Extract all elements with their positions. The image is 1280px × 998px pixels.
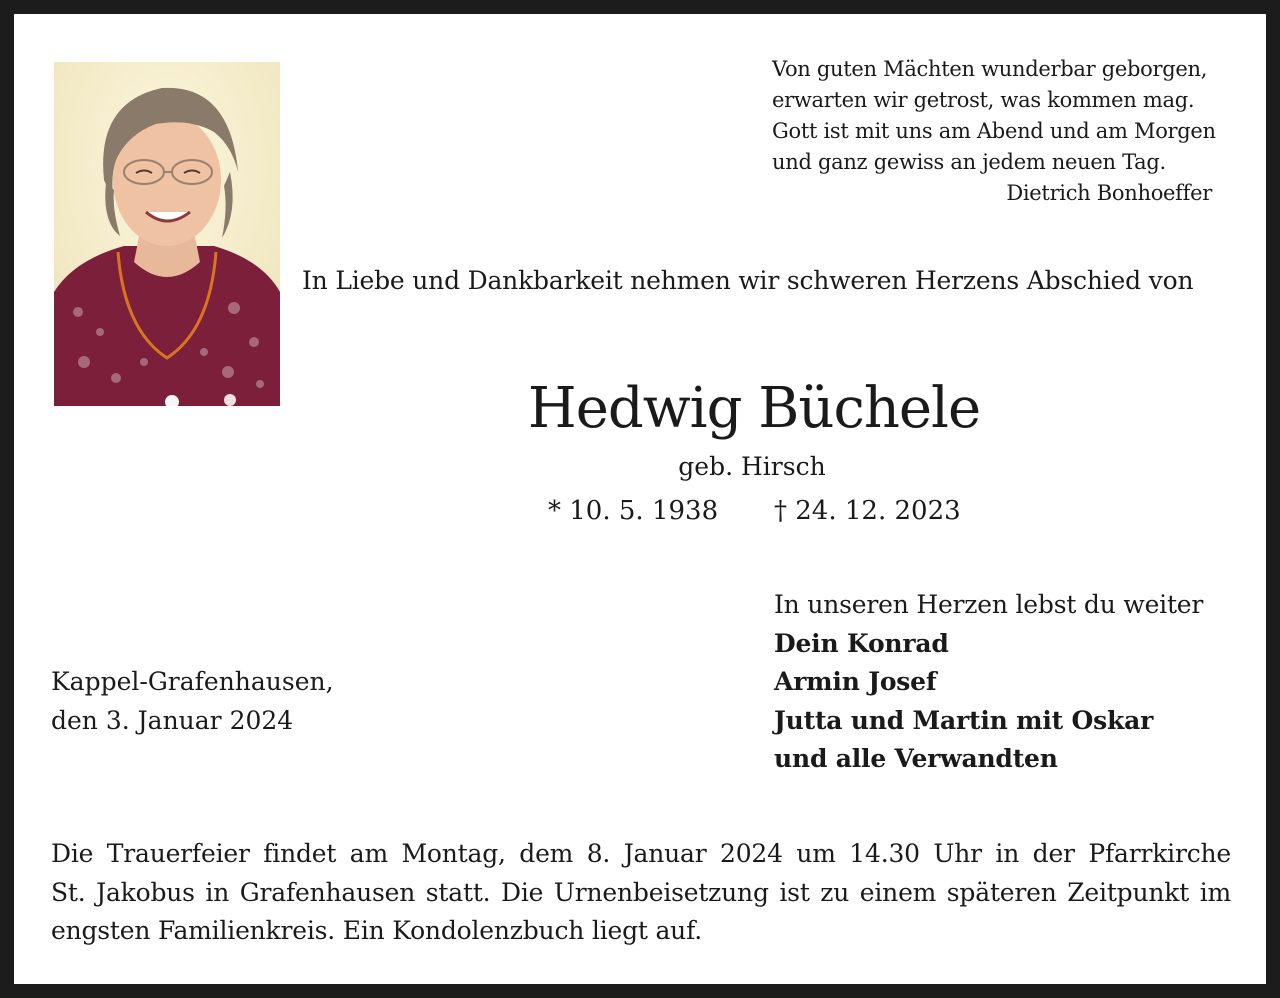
quote-line: erwarten wir getrost, was kommen mag. — [772, 88, 1195, 112]
family-member: Jutta und Martin mit Oskar — [774, 705, 1154, 735]
family-member: und alle Verwandten — [774, 744, 1058, 773]
quote-line: und ganz gewiss an jedem neuen Tag. — [772, 150, 1166, 174]
funeral-line: engsten Familienkreis. Ein Kondolenzbuch liegt auf. — [51, 916, 702, 945]
quote-line: Von guten Mächten wunderbar geborgen, — [772, 57, 1208, 81]
farewell-intro: In Liebe und Dankbarkeit nehmen wir schweren Herzens Abschied von — [302, 266, 1194, 295]
funeral-line: Die Trauerfeier findet am Montag, dem 8. Januar 2024 um 14.30 Uhr in der Pfarrkirche — [51, 839, 1231, 868]
bonhoeffer-quote — [772, 54, 1216, 209]
funeral-line: St. Jakobus in Grafenhausen statt. Die Urnenbeisetzung ist zu einem späteren Zeitpunkt im — [51, 877, 1231, 907]
closing-line: In unseren Herzen lebst du weiter — [774, 590, 1204, 619]
place-town: Kappel-Grafenhausen, — [51, 667, 334, 696]
family-member: Dein Konrad — [774, 628, 949, 658]
family-signature — [774, 586, 1203, 779]
maiden-name: geb. Hirsch — [678, 452, 826, 481]
place-date: den 3. Januar 2024 — [51, 705, 294, 735]
family-member: Armin Josef — [774, 667, 937, 696]
birth-date: * 10. 5. 1938 — [548, 496, 719, 526]
deceased-name: Hedwig Büchele — [527, 376, 981, 441]
obituary-notice — [14, 14, 1266, 984]
quote-line: Gott ist mit uns am Abend und am Morgen — [772, 119, 1216, 143]
portrait-photo — [54, 62, 280, 406]
place-and-date — [51, 663, 334, 740]
death-date: † 24. 12. 2023 — [774, 496, 961, 526]
funeral-information — [51, 835, 1231, 951]
quote-author: Dietrich Bonhoeffer — [1006, 181, 1212, 205]
